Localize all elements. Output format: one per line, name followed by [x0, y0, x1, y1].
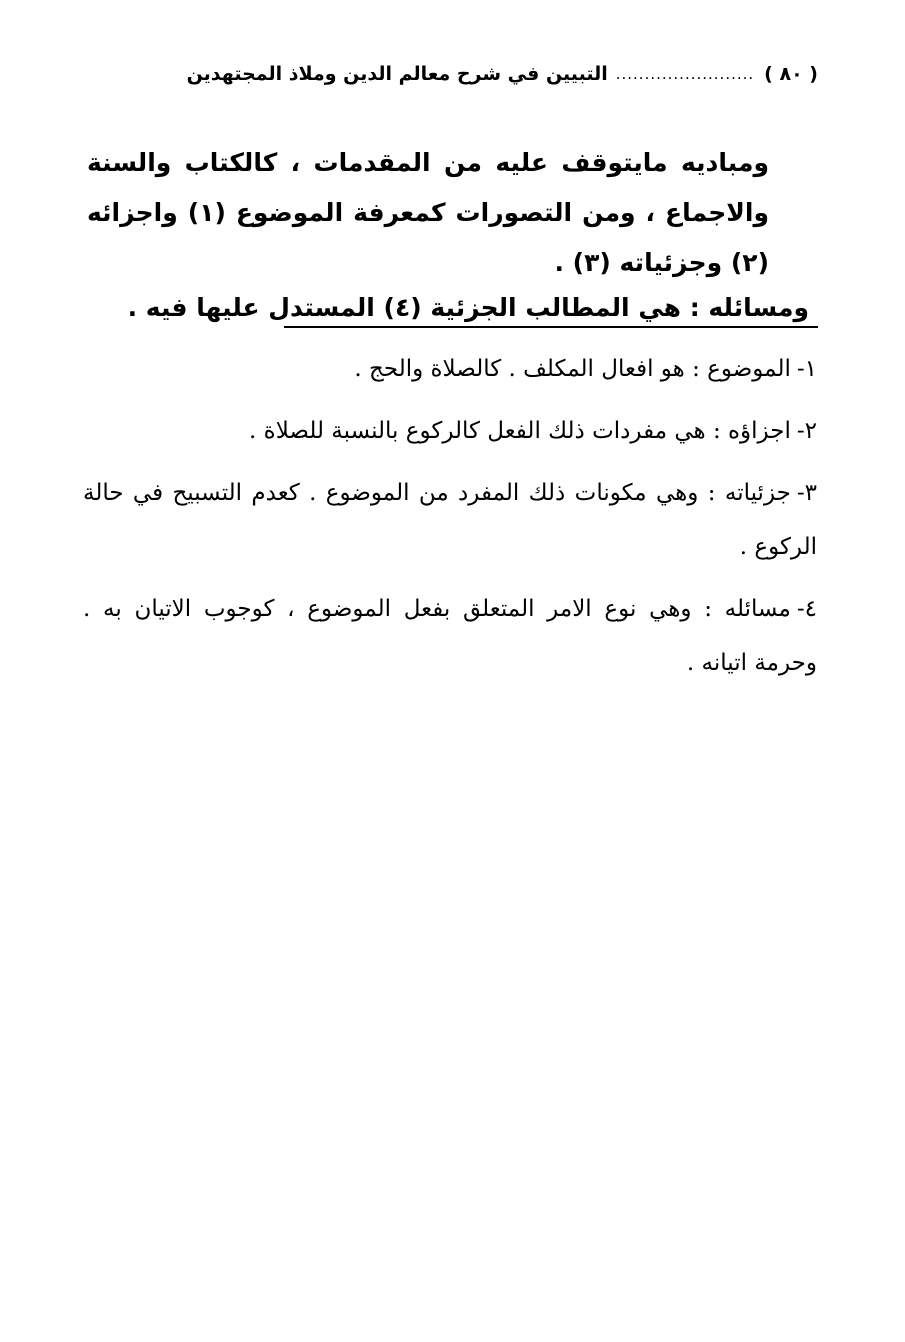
page-number: ( ٨٠ )	[764, 63, 818, 85]
main-paragraph: ومباديه مايتوقف عليه من المقدمات ، كالكتاب والسنة والاجماع ، ومن التصورات كمعرفة الموضوع (١) واجزائه (٢) وجزئياته (٣) .	[87, 148, 769, 277]
footnote-divider	[284, 326, 818, 328]
running-header	[96, 52, 818, 96]
footnote-item	[83, 404, 817, 458]
footnote-text: مسائله : وهي نوع الامر المتعلق بفعل الموضوع ، كوجوب الاتيان به . وحرمة اتيانه .	[83, 596, 817, 676]
footnote-item	[83, 582, 817, 690]
header-leader-dots: ........................	[615, 65, 755, 83]
footnote-text: الموضوع : هو افعال المكلف . كالصلاة والحج .	[354, 356, 791, 382]
masail-label: ومسائله :	[689, 293, 809, 322]
footnote-item	[83, 466, 817, 574]
footnote-number: ٤-	[796, 596, 817, 622]
footnote-number: ١-	[796, 356, 817, 382]
footnote-text: اجزاؤه : هي مفردات ذلك الفعل كالركوع بالنسبة للصلاة .	[249, 418, 791, 444]
masail-line	[87, 285, 817, 331]
footnote-number: ٣-	[796, 480, 817, 506]
footnote-number: ٢-	[796, 418, 817, 444]
main-text	[87, 138, 817, 288]
masail-text: هي المطالب الجزئية (٤) المستدل عليها فيه .	[127, 293, 681, 322]
book-title: التبيين في شرح معالم الدين وملاذ المجتهدين	[186, 63, 608, 85]
footnote-text: جزئياته : وهي مكونات ذلك المفرد من الموضوع . كعدم التسبيح في حالة الركوع .	[83, 480, 817, 560]
footnote-item	[83, 342, 817, 396]
footnotes	[83, 342, 817, 698]
